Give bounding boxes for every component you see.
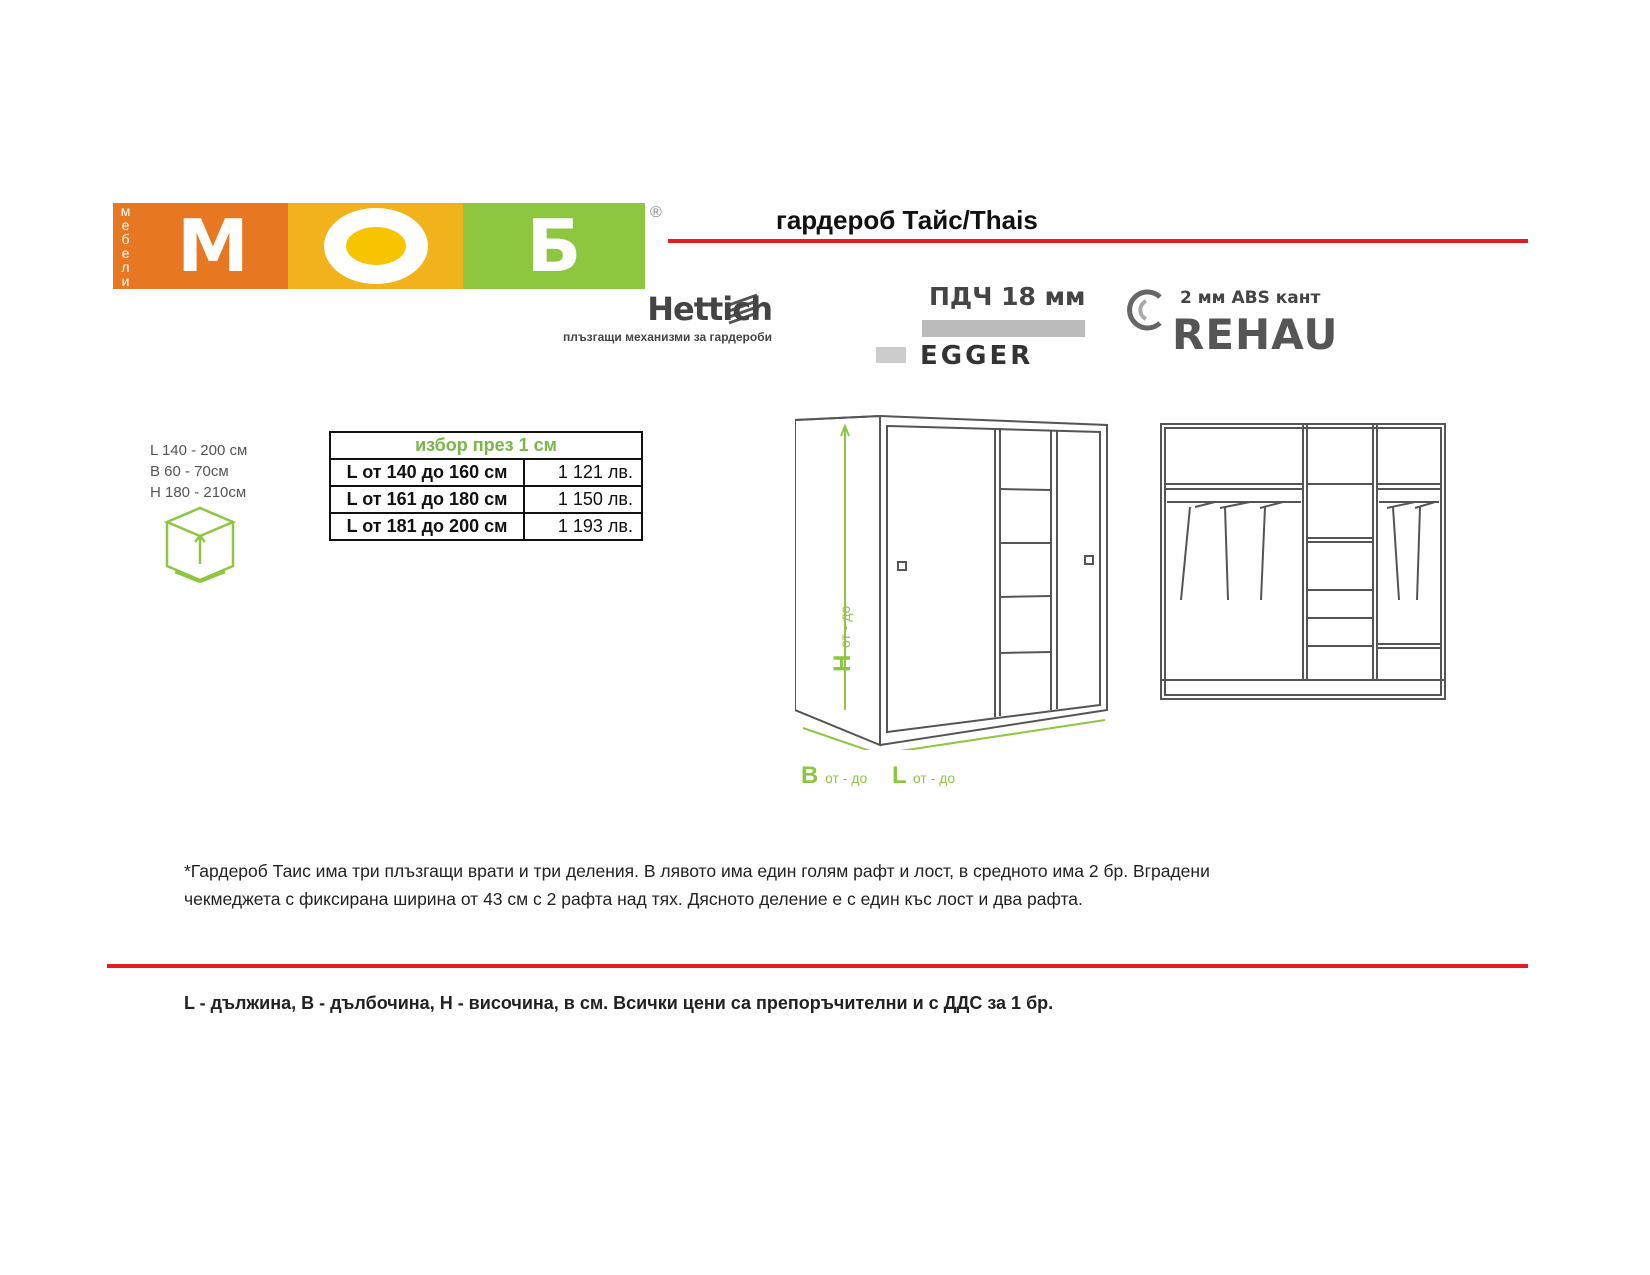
rehau-name: REHAU: [1172, 310, 1339, 359]
wardrobe-exterior-drawing: [795, 416, 1107, 745]
product-description: [184, 857, 1344, 913]
hettich-brand: [557, 290, 772, 344]
price-table-header-row: [330, 432, 642, 459]
length-cell: L от 181 до 200 см: [330, 513, 524, 540]
height-range: H 180 - 210см: [150, 484, 247, 501]
edge-spec: 2 мм ABS кант: [1180, 288, 1321, 308]
table-row: [330, 486, 642, 513]
description-line: чекмеджета с фиксирана ширина от 43 см с 2 рафта над тях. Дясното деление е с един къс лост и два рафта.: [184, 889, 1083, 909]
hettich-caption: плъзгащи механизми за гардероби: [563, 330, 772, 344]
logo-side-text: м е б е л и: [113, 203, 138, 289]
wardrobe-drawings: [795, 410, 1465, 750]
length-dimension-label: L от - до: [892, 762, 956, 789]
wardrobe-interior-drawing: [1161, 424, 1445, 699]
egger-name: EGGER: [920, 341, 1034, 371]
registered-mark: ®: [650, 204, 662, 221]
title-divider: [668, 239, 1528, 243]
price-cell: 1 193 лв.: [524, 513, 642, 540]
description-line: *Гардероб Таис има три плъзгащи врати и три деления. В лявото има един голям рафт и лост, в средното има 2 бр. Вградени: [184, 861, 1210, 881]
dimension-ranges: [150, 440, 247, 503]
hettich-name: Hettich: [647, 290, 772, 328]
product-title: гардероб Тайс/Thais: [776, 205, 1038, 235]
depth-range: B 60 - 70см: [150, 463, 229, 480]
dimension-arrows: [803, 426, 1105, 750]
height-dimension-label: H от - до: [829, 605, 856, 672]
logo-letter-o: [288, 203, 463, 289]
length-cell: L от 161 до 180 см: [330, 486, 524, 513]
price-cell: 1 150 лв.: [524, 486, 642, 513]
egger-bar: [922, 320, 1085, 337]
footer-note: L - дължина, B - дълбочина, H - височина, в см. Всички цени са препоръчителни и с ДДС за 1 бр.: [184, 993, 1054, 1013]
price-table: [329, 431, 643, 541]
price-cell: 1 121 лв.: [524, 459, 642, 486]
rehau-arc-icon: [1124, 289, 1168, 331]
table-row: [330, 459, 642, 486]
depth-dimension-label: B от - до: [801, 762, 868, 789]
table-row: [330, 513, 642, 540]
footer-divider: [107, 964, 1528, 968]
price-table-header: избор през 1 см: [330, 432, 642, 459]
length-range: L 140 - 200 см: [150, 442, 248, 459]
brand-logo: [113, 203, 645, 289]
length-cell: L от 140 до 160 см: [330, 459, 524, 486]
logo-letter-b: Б: [463, 203, 645, 289]
board-spec: ПДЧ 18 мм: [929, 282, 1086, 311]
logo-letter-m: М: [138, 203, 288, 289]
cube-dimensions-icon: [163, 506, 237, 586]
egger-mark-icon: [876, 347, 906, 363]
